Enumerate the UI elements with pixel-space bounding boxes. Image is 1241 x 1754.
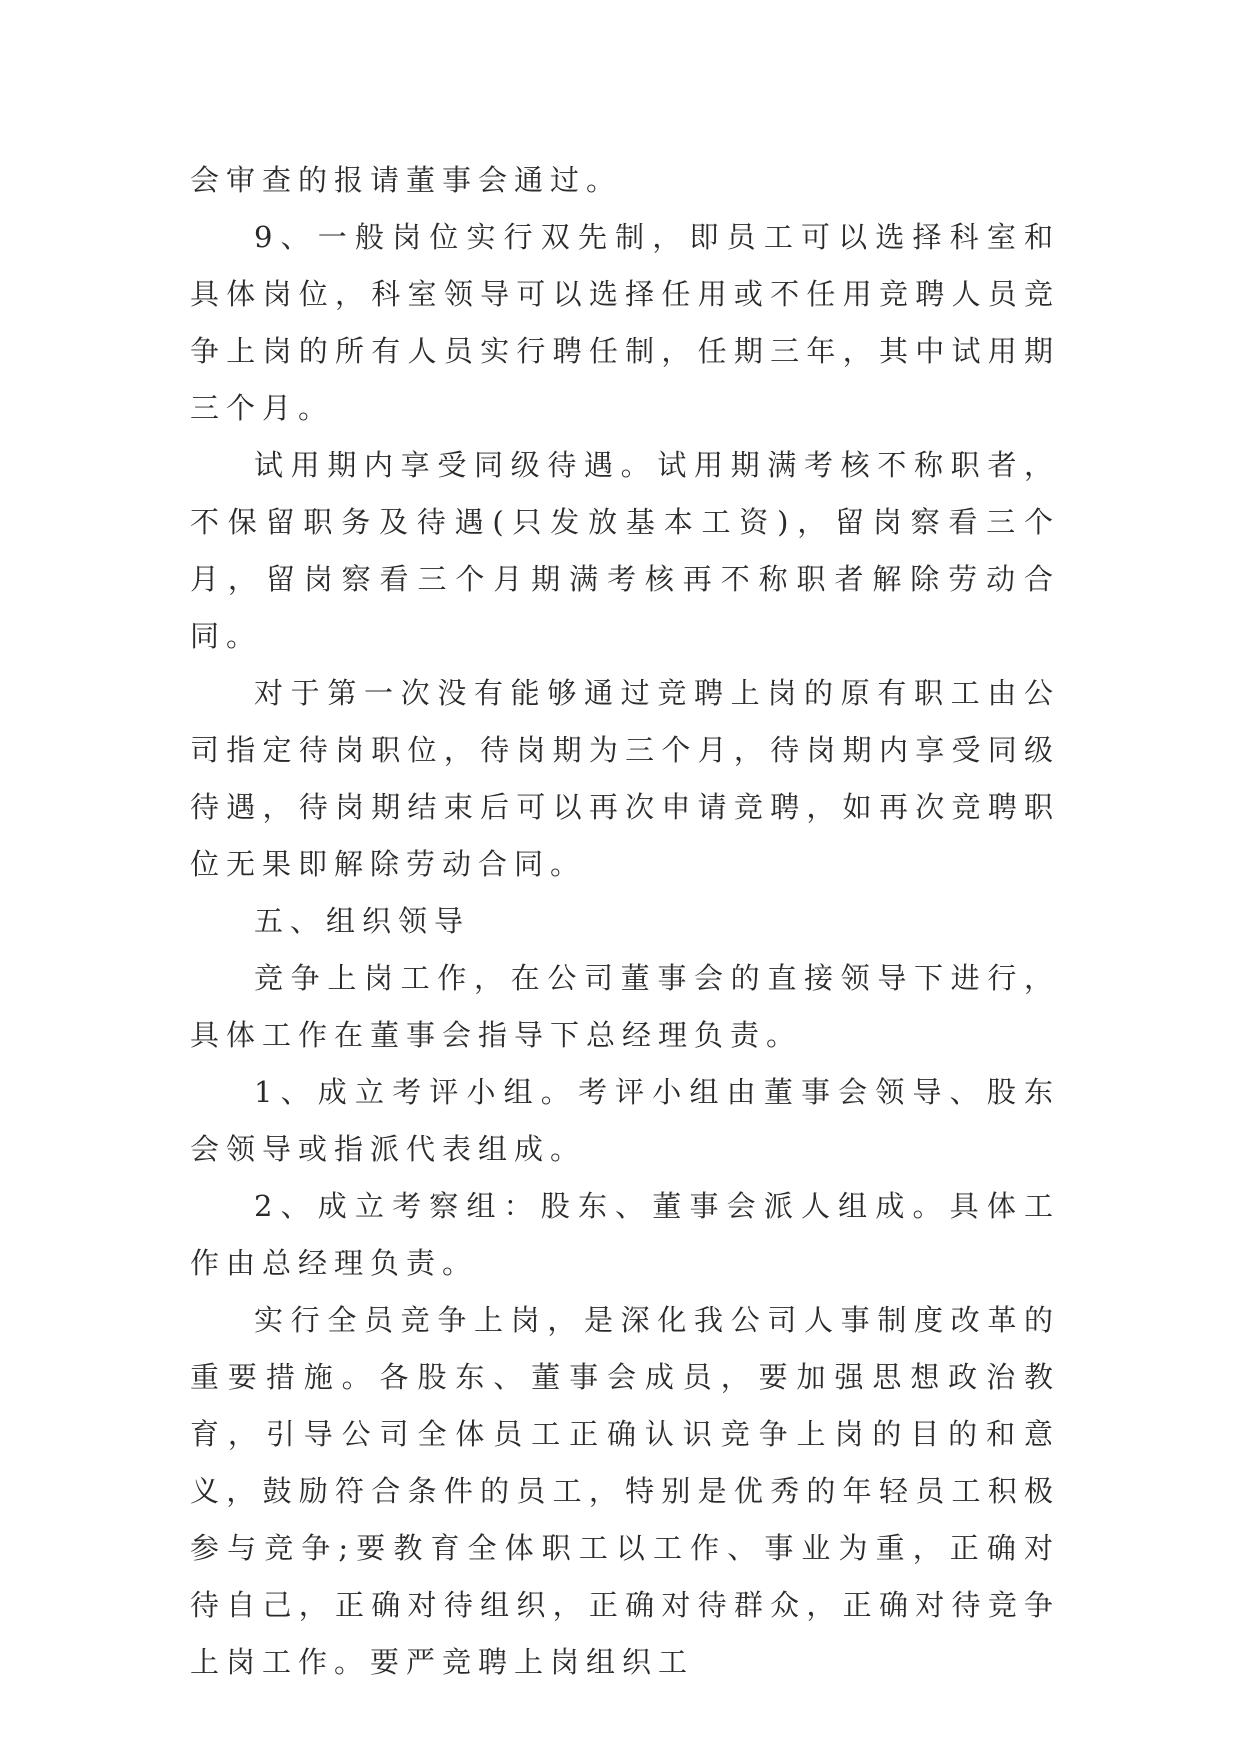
paragraph-waiting-post: 对于第一次没有能够通过竞聘上岗的原有职工由公司指定待岗职位，待岗期为三个月，待岗期内享受同级待遇，待岗期结束后可以再次申请竞聘，如再次竞聘职位无果即解除劳动合同。 [190,676,1060,881]
paragraph-item-1: 1、成立考评小组。考评小组由董事会领导、股东会领导或指派代表组成。 [190,1075,1060,1166]
section-heading-organization: 五、组织领导 [254,904,471,938]
paragraph-item-9: 9、一般岗位实行双先制，即员工可以选择科室和具体岗位，科室领导可以选择任用或不任用竞聘人员竞争上岗的所有人员实行聘任制，任期三年，其中试用期三个月。 [190,220,1060,425]
paragraph-probation: 试用期内享受同级待遇。试用期满考核不称职者，不保留职务及待遇(只发放基本工资)，留岗察看三个月，留岗察看三个月期满考核再不称职者解除劳动合同。 [190,448,1060,653]
document-body [190,152,1060,1691]
paragraph-leadership: 竞争上岗工作，在公司董事会的直接领导下进行，具体工作在董事会指导下总经理负责。 [190,961,1060,1052]
paragraph-continuation: 会审查的报请董事会通过。 [190,163,623,197]
paragraph-conclusion: 实行全员竞争上岗，是深化我公司人事制度改革的重要措施。各股东、董事会成员，要加强思想政治教育，引导公司全体员工正确认识竞争上岗的目的和意义，鼓励符合条件的员工，特别是优秀的年轻员工积极参与竞争;要教育全体职工以工作、事业为重，正确对待自己，正确对待组织，正确对待群众，正确对待竞争上岗工作。要严竞聘上岗组织工 [190,1303,1060,1679]
paragraph-item-2: 2、成立考察组：股东、董事会派人组成。具体工作由总经理负责。 [190,1189,1060,1280]
